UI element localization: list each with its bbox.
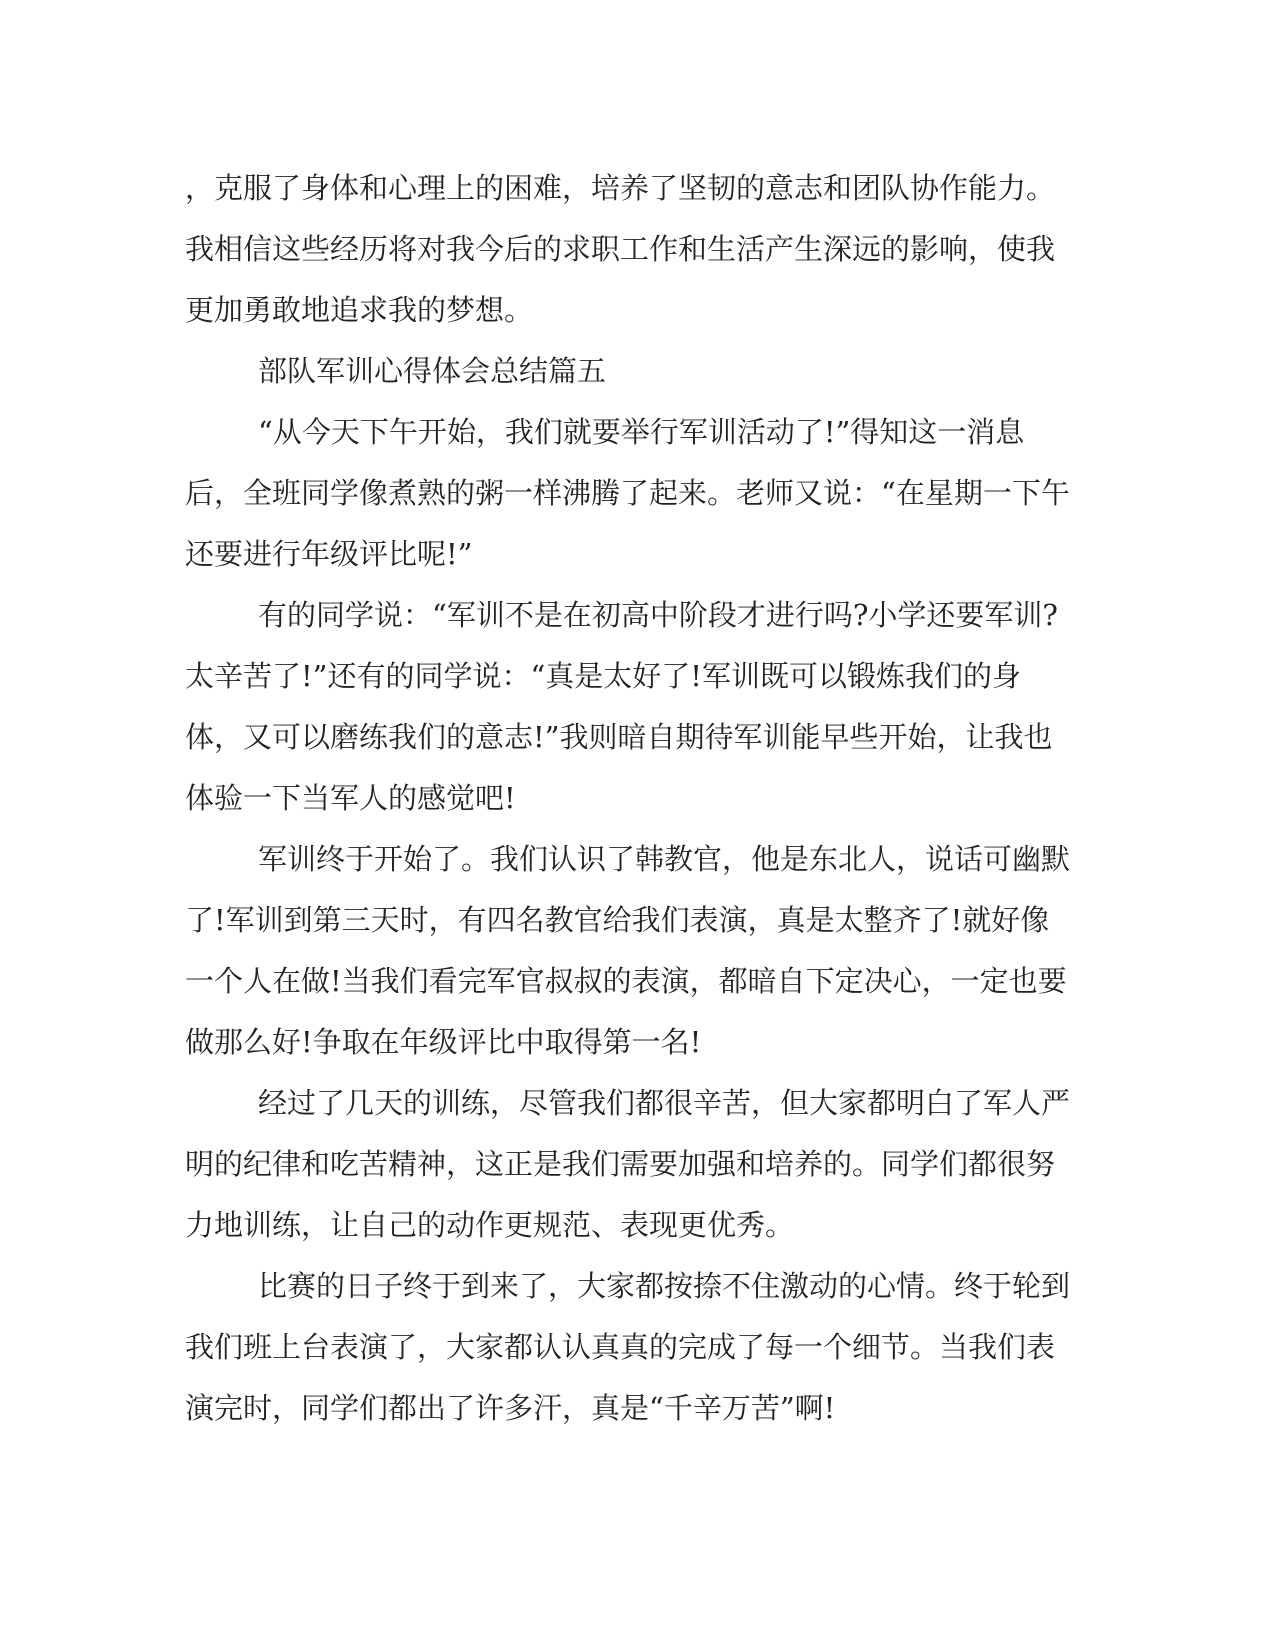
section-heading: 部队军训心得体会总结篇五 [258, 354, 607, 388]
paragraph: “从今天下午开始，我们就要举行军训活动了!”得知这一消息后，全班同学像煮熟的粥一样沸腾了起来。老师又说：“在星期一下午还要进行年级评比呢!” [185, 415, 1070, 571]
paragraph: 比赛的日子终于到来了，大家都按捺不住激动的心情。终于轮到我们班上台表演了，大家都认认真真的完成了每一个细节。当我们表演完时，同学们都出了许多汗，真是“千辛万苦”啊! [185, 1269, 1071, 1425]
paragraph-continuation: ，克服了身体和心理上的困难，培养了坚韧的意志和团队协作能力。我相信这些经历将对我今后的求职工作和生活产生深远的影响，使我更加勇敢地追求我的梦想。 [185, 171, 1056, 327]
paragraph: 有的同学说：“军训不是在初高中阶段才进行吗?小学还要军训?太辛苦了!”还有的同学说：“真是太好了!军训既可以锻炼我们的身体，又可以磨练我们的意志!”我则暗自期待军训能早些开始，让我也体验一下当军人的感觉吧! [185, 598, 1058, 815]
paragraph: 军训终于开始了。我们认识了韩教官，他是东北人，说话可幽默了!军训到第三天时，有四名教官给我们表演，真是太整齐了!就好像一个人在做!当我们看完军官叔叔的表演，都暗自下定决心，一定也要做那么好!争取在年级评比中取得第一名! [185, 842, 1071, 1059]
paragraph: 经过了几天的训练，尽管我们都很辛苦，但大家都明白了军人严明的纪律和吃苦精神，这正是我们需要加强和培养的。同学们都很努力地训练，让自己的动作更规范、表现更优秀。 [185, 1086, 1071, 1242]
document-body [185, 158, 1075, 1439]
